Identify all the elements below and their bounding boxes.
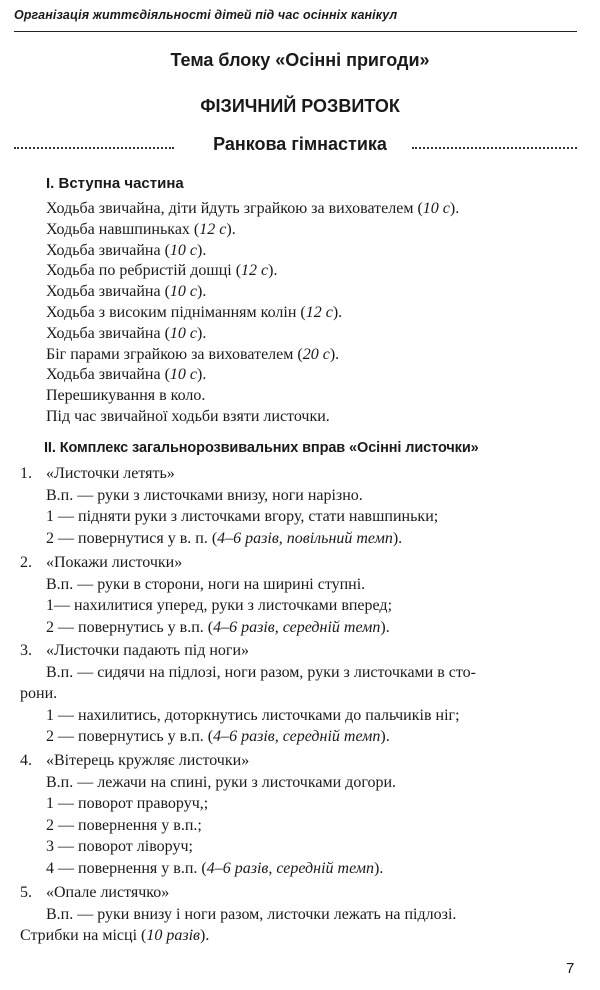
exercise-number: 4. (20, 752, 32, 769)
start-position: В.п. — руки внизу і ноги разом, листочки лежать на підлозі. (46, 905, 457, 923)
start-position-continued: рони. (20, 685, 58, 702)
list-item: Біг парами зграйкою за вихователем (20 с). (46, 345, 340, 363)
exercise-5 (20, 882, 456, 947)
exercise-title: «Вітерець кружляє листочки» (46, 752, 250, 769)
exercise-number: 1. (20, 465, 32, 482)
header-rule (14, 31, 577, 32)
step: 3 — поворот ліворуч; (46, 838, 193, 855)
list-item: Ходьба звичайна (10 с). (46, 324, 207, 342)
subsection-title: Ранкова гімнастика (213, 134, 387, 154)
exercise-number: 5. (20, 884, 32, 901)
list-item: Ходьба по ребристій дошці (12 с). (46, 262, 278, 280)
exercise-1 (20, 463, 438, 549)
list-item: Ходьба звичайна (10 с). (46, 241, 207, 259)
list-item: Ходьба з високим підніманням колін (12 с). (46, 303, 343, 321)
step: 2 — повернутись у в.п. (4–6 разів, середній темп). (46, 618, 390, 636)
step: 1— нахилитися уперед, руки з листочками вперед; (46, 597, 393, 614)
step: 1 — нахилитись, доторкнутись листочками до пальчиків ніг; (46, 706, 460, 724)
list-item: Перешикування в коло. (46, 387, 206, 405)
step: 2 — повернення у в.п.; (46, 816, 202, 834)
exercise-title: «Листочки летять» (46, 465, 175, 482)
list-item: Ходьба навшпиньках (12 с). (46, 220, 236, 238)
list-item: Ходьба звичайна (10 с). (46, 283, 207, 301)
list-item: Ходьба звичайна (10 с). (46, 366, 207, 384)
start-position: В.п. — руки в сторони, ноги на ширині ступні. (46, 575, 366, 593)
part2-heading: II. Комплекс загальнорозвивальних вправ «Осінні листочки» (44, 440, 479, 456)
start-position: В.п. — руки з листочками внизу, ноги нарізно. (46, 486, 363, 504)
step: 1 — поворот праворуч,; (46, 795, 209, 812)
start-position: В.п. — лежачи на спині, руки з листочками догори. (46, 773, 397, 791)
exercise-number: 3. (20, 642, 32, 659)
exercise-3 (20, 640, 476, 748)
step: 1 — підняти руки з листочками вгору, стати навшпиньки; (46, 508, 439, 525)
list-item: Під час звичайної ходьби взяти листочки. (46, 407, 330, 425)
block-title: Тема блоку «Осінні пригоди» (170, 50, 430, 70)
exercise-number: 2. (20, 554, 32, 571)
step: 2 — повернутися у в. п. (4–6 разів, повільний темп). (46, 529, 403, 547)
exercise-title: «Листочки падають під ноги» (46, 642, 250, 659)
exercise-title: «Опале листячко» (46, 884, 170, 901)
part1-heading: I. Вступна частина (46, 175, 184, 192)
exercise-title: «Покажи листочки» (46, 554, 183, 571)
start-position: В.п. — сидячи на підлозі, ноги разом, руки з листочками в сто- (46, 663, 476, 681)
list-item: Ходьба звичайна, діти йдуть зграйкою за вихователем (10 с). (46, 200, 460, 217)
page-number: 7 (566, 960, 575, 977)
step: 2 — повернутись у в.п. (4–6 разів, середній темп). (46, 728, 390, 745)
exercise-2 (20, 552, 392, 638)
step: Стрибки на місці (10 разів). (20, 927, 210, 944)
section-title: ФІЗИЧНИЙ РОЗВИТОК (200, 96, 400, 116)
dotted-divider-right (412, 147, 577, 149)
step: 4 — повернення у в.п. (4–6 разів, середній темп). (46, 859, 384, 877)
exercise-4 (20, 750, 396, 879)
intro-list (46, 199, 459, 428)
running-header: Організація життєдіяльності дітей під час осінніх канікул (14, 8, 398, 22)
